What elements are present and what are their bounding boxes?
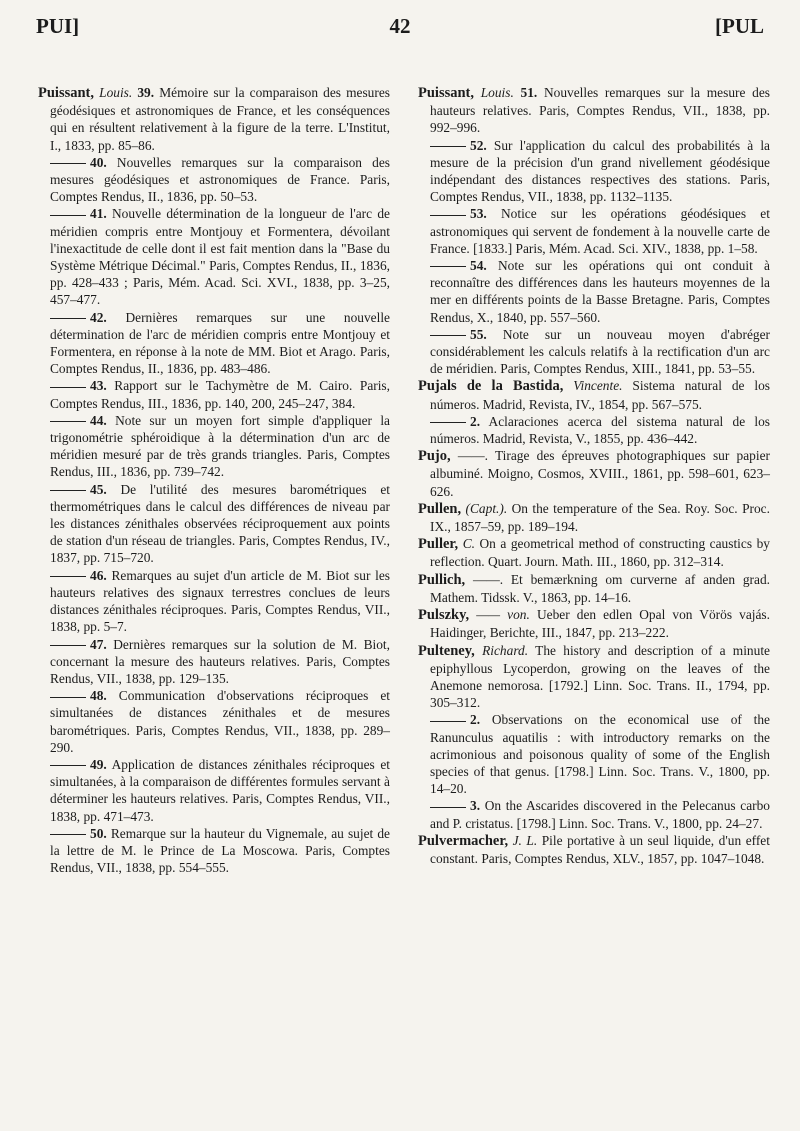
entry-author: Puissant, (38, 85, 95, 101)
repeat-author-dash (50, 163, 86, 164)
bibliography-entry (38, 481, 390, 567)
bibliography-entry (38, 825, 390, 877)
entry-author: Puller, (418, 536, 459, 553)
entry-text: ——. Tirage des épreuves photographiques sur papier albuminé. Moigno, Cosmos, XVIII., 1861, pp. 598–601, 623–626. (430, 448, 770, 499)
entry-text: Rapport sur le Tachymètre de M. Cairo. Paris, Comptes Rendus, III., 1836, pp. 140, 200, 245–247, 384. (50, 378, 390, 411)
entry-text: Pile portative à un seul liquide, d'un effet constant. Paris, Comptes Rendus, XLV., 1857, pp. 1047–1048. (430, 832, 770, 866)
entry-text: Notice sur les opérations géodésiques et astronomiques qui servent de fondement à la nouvelle carte de France. [1833.] Paris, Mém. Acad. Sci. XIV., 1838, pp. 1–58. (430, 206, 770, 256)
entry-text: Dernières remarques sur une nouvelle détermination de l'arc de méridien compris entre Montjouy et Formentera, en réponse à la note de MM. Biot et Arago. Paris, Comptes Rendus, II., 1836, pp. 483–486. (50, 309, 390, 377)
entry-text: Dernières remarques sur la solution de M. Biot, concernant la mesure des hauteurs relatives. Paris, Comptes Rendus, VII., 1838, pp. 129–135. (50, 636, 390, 686)
entry-text: Remarque sur la hauteur du Vignemale, au sujet de la lettre de M. le Prince de La Moscowa. Paris, Comptes Rendus, VII., 1838, pp. 554–555. (50, 825, 390, 876)
bibliography-entry (38, 636, 390, 688)
entry-text: Sur l'application du calcul des probabilités à la mesure de la précision d'un grand nivellement géodésique indépendant des distances respectives des stations. Paris, Comptes Rendus, VII., 1838, pp. 1132–1135. (430, 137, 770, 205)
header-left: PUI] (36, 14, 80, 38)
entry-author: Pullich, (418, 571, 466, 588)
entry-number: 43. (90, 378, 107, 394)
entry-number: 49. (90, 756, 107, 772)
bibliography-entry (418, 137, 770, 206)
entry-author: Pujo, (418, 448, 451, 465)
entry-number: 54. (470, 258, 487, 274)
entry-text: On a geometrical method of constructing caustics by reflection. Quart. Journ. Math. III., 1860, pp. 312–314. (430, 536, 770, 570)
entry-number: 46. (90, 567, 107, 583)
entry-text: Sistema natural de los números. Madrid, Revista, IV., 1854, pp. 567–575. (430, 378, 770, 412)
bibliography-entry (38, 154, 390, 206)
bibliography-entry (38, 309, 390, 378)
entry-number: 52. (470, 137, 487, 153)
entry-text: Remarques au sujet d'un article de M. Biot sur les hauteurs relatives des signaux terrestres conclues de leurs distances zénithales réciproques. Paris, Comptes Rendus, VII., 1838, pp. 5–7. (50, 567, 390, 635)
bibliography-entry (38, 567, 390, 636)
entry-text: The history and description of a minute epiphyllous Lycoperdon, growing on the leaves of the Anemone nemorosa. [1792.] Linn. Soc. Trans. II., 1794, pp. 305–312. (430, 642, 770, 711)
repeat-author-dash (50, 576, 86, 577)
repeat-author-dash (430, 335, 466, 336)
repeat-author-dash (50, 490, 86, 491)
entry-number: 41. (90, 206, 107, 222)
entry-text: On the temperature of the Sea. Roy. Soc. Proc. IX., 1857–59, pp. 189–194. (430, 500, 770, 535)
entry-text: De l'utilité des mesures barométriques et thermométriques dans le calcul des différences de niveau par les distances zénithales observées réciproquement aux points de station d'un réseau de triangles. Paris, Comptes Rendus, IV., 1837, pp. 715–720. (50, 481, 390, 566)
header-right: [PUL (715, 14, 764, 38)
bibliography-entry (418, 711, 770, 797)
entry-author: Pujals de la Bastida, (418, 378, 564, 395)
page-number: 42 (389, 14, 411, 38)
entry-number: 50. (90, 825, 107, 841)
entry-number: 53. (470, 206, 487, 222)
entry-number: 51. (520, 85, 538, 100)
bibliography-entry (418, 84, 770, 137)
bibliography-entry (418, 571, 770, 606)
bibliography-entry (38, 687, 390, 756)
entry-author: Pulvermacher, (418, 832, 509, 849)
entry-given-name: J. L. (512, 832, 538, 848)
entry-given-name: Richard. (482, 642, 529, 658)
entry-number: 2. (470, 413, 481, 429)
entry-number: 42. (90, 309, 107, 325)
repeat-author-dash (50, 215, 86, 216)
entry-text: On the Ascarides discovered in the Pelecanus carbo and P. cristatus. [1798.] Linn. Soc. Trans. V., 1800, pp. 24–27. (430, 798, 770, 831)
running-header (36, 14, 764, 46)
entry-text: Note sur un moyen fort simple d'appliquer la trigonométrie sphéroidique à la détermination d'un arc de méridien mesuré par de très grands triangles. Paris, Comptes Rendus, III., 1836, pp. 739–742. (50, 412, 390, 480)
entry-number: 48. (90, 688, 107, 704)
bibliography-entry (38, 756, 390, 825)
repeat-author-dash (430, 215, 466, 216)
repeat-author-dash (430, 721, 466, 722)
repeat-author-dash (50, 387, 86, 388)
entry-text: Nouvelle détermination de la longueur de l'arc de méridien compris entre Montjouy et Formentera, dévoilant l'inexactitude de celle dont il est fait mention dans la "Base du Système Métrique Décimal." Paris, Comptes Rendus, II., 1836, pp. 428–433 ; Paris, Mém. Acad. Sci. XVI., 1838, pp. 3–25, 457–477. (50, 206, 390, 308)
right-column (418, 84, 770, 867)
bibliography-entry (418, 326, 770, 378)
entry-author: Pullen, (418, 500, 462, 517)
bibliography-entry (418, 205, 770, 257)
entry-number: 3. (470, 798, 481, 814)
bibliography-entry (418, 413, 770, 447)
entry-text: Note sur les opérations qui ont conduit à reconnaître des différences dans les hauteurs moyennes de la mer en différents points de la Basse Bretagne. Paris, Comptes Rendus, X., 1840, pp. 557–560. (430, 258, 770, 325)
entry-number: 45. (90, 481, 107, 497)
entry-number: 39. (137, 85, 155, 100)
entry-given-name: —— von. (476, 607, 530, 623)
entry-given-name: Louis. (99, 85, 133, 100)
bibliography-entry (418, 377, 770, 412)
bibliography-entry (418, 500, 770, 535)
bibliography-entry (418, 447, 770, 500)
entry-author: Pulteney, (418, 642, 475, 659)
bibliography-entry (418, 797, 770, 831)
entry-given-name: Vincente. (573, 378, 623, 394)
repeat-author-dash (430, 146, 466, 147)
entry-number: 2. (470, 712, 481, 728)
bibliography-entry (418, 832, 770, 867)
bibliography-entry (38, 412, 390, 481)
bibliography-entry (38, 84, 390, 154)
entry-text: ——. Et bemærkning om curverne af anden grad. Mathem. Tidssk. V., 1863, pp. 14–16. (430, 571, 770, 605)
entry-text: Communication d'observations réciproques et simultanées de distances zénithales et de mesures barométriques. Paris, Comptes Rendus, VII., 1838, pp. 289–290. (50, 688, 390, 755)
entry-text: Application de distances zénithales réciproques et simultanées, à la comparaison de différentes formules servant à déterminer les hauteurs relatives. Paris, Comptes Rendus, VII., 1838, pp. 471–473. (50, 756, 391, 824)
entry-text: Mémoire sur la comparaison des mesures géodésiques et astronomiques de France, et les conséquences qui en résultent relativement à la figure de la terre. L'Institut, I., 1833, pp. 85–86. (50, 85, 390, 153)
entry-number: 40. (90, 154, 107, 170)
bibliography-entry (418, 535, 770, 570)
repeat-author-dash (50, 645, 86, 646)
entry-text: Nouvelles remarques sur la comparaison des mesures géodésiques et astronomiques de France. Paris, Comptes Rendus, II., 1836, pp. 50–53. (50, 154, 390, 205)
left-column (38, 84, 390, 876)
entry-text: Ueber den edlen Opal von Vörös vajás. Haidinger, Berichte, III., 1847, pp. 213–222. (430, 607, 770, 641)
repeat-author-dash (50, 834, 86, 835)
repeat-author-dash (430, 422, 466, 423)
entry-author: Pulszky, (418, 607, 470, 624)
entry-number: 55. (470, 326, 487, 342)
entry-text: Observations on the economical use of the Ranunculus aquatilis : with introductory remarks on the acrimonious and poisonous quality of some of the English species of that genus. [1798.] Linn. Soc. Trans. V., 1800, pp. 14–20. (430, 712, 770, 797)
entry-number: 44. (90, 412, 107, 428)
entry-given-name: (Capt.). (465, 500, 508, 516)
repeat-author-dash (430, 266, 466, 267)
bibliography-entry (418, 606, 770, 641)
repeat-author-dash (50, 697, 86, 698)
entry-text: Nouvelles remarques sur la mesure des hauteurs relatives. Paris, Comptes Rendus, VII., 1838, pp. 992–996. (430, 85, 770, 136)
repeat-author-dash (50, 421, 86, 422)
entry-number: 47. (90, 636, 107, 652)
bibliography-entry (38, 377, 390, 411)
repeat-author-dash (50, 765, 86, 766)
entry-text: Note sur un nouveau moyen d'abréger considérablement les calculs relatifs à la rectification d'un arc de méridien. Paris, Comptes Rendus, XIII., 1841, pp. 53–55. (430, 326, 770, 377)
bibliography-entry (418, 257, 770, 326)
entry-given-name: C. (462, 536, 475, 552)
repeat-author-dash (430, 807, 466, 808)
entry-author: Puissant, (418, 85, 475, 101)
entry-given-name: Louis. (480, 85, 514, 100)
entry-text: Aclaraciones acerca del sistema natural de los números. Madrid, Revista, V., 1855, pp. 436–442. (430, 413, 770, 447)
bibliography-entry (418, 642, 770, 712)
repeat-author-dash (50, 318, 86, 319)
bibliography-entry (38, 205, 390, 308)
